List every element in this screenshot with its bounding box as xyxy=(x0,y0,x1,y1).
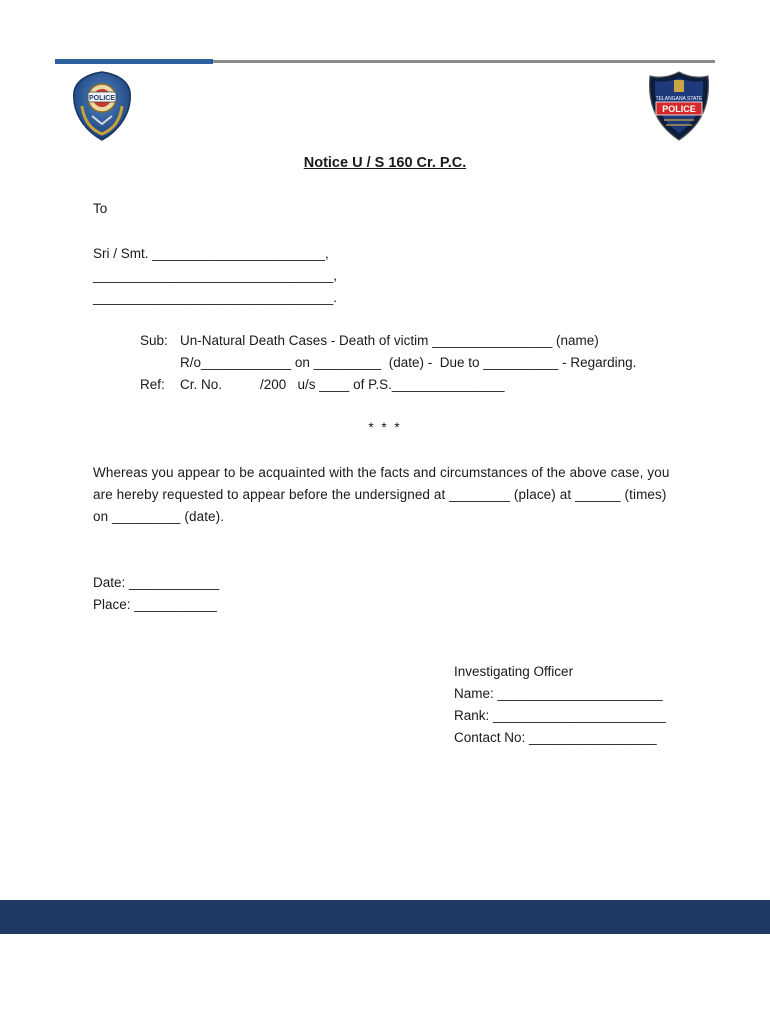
page-title: Notice U / S 160 Cr. P.C. xyxy=(303,155,467,171)
place-field: Place: ___________ xyxy=(93,597,217,612)
svg-text:TELANGANA STATE: TELANGANA STATE xyxy=(655,96,703,102)
to-label: To xyxy=(93,201,108,216)
addressee-line-1: Sri / Smt. _______________________, xyxy=(93,246,329,261)
body-line-2: are hereby requested to appear before the undersigned at ________ (place) at ______ (times) xyxy=(93,487,667,502)
officer-title: Investigating Officer xyxy=(454,664,574,679)
telangana-police-badge-icon xyxy=(646,70,712,142)
header-accent-bar xyxy=(55,59,213,64)
officer-rank-field: Rank: _______________________ xyxy=(454,708,666,723)
ref-cr-no: Cr. No. xyxy=(180,377,223,392)
footer-band xyxy=(0,900,770,934)
ref-details: /200 u/s ____ of P.S._______________ xyxy=(260,377,505,392)
svg-text:POLICE: POLICE xyxy=(88,95,116,102)
body-line-1: Whereas you appear to be acquainted with the facts and circumstances of the above case, you xyxy=(93,465,670,480)
officer-name-field: Name: ______________________ xyxy=(454,686,663,701)
addressee-line-3: ________________________________. xyxy=(93,290,338,305)
ref-label: Ref: xyxy=(140,377,165,392)
sub-label: Sub: xyxy=(140,333,168,348)
right-logo xyxy=(646,70,712,142)
left-logo xyxy=(70,70,134,142)
addressee-line-2: ________________________________, xyxy=(93,268,338,283)
officer-contact-field: Contact No: _________________ xyxy=(454,730,657,745)
svg-text:POLICE: POLICE xyxy=(662,104,696,114)
police-crest-icon xyxy=(70,70,134,142)
section-separator: * * * xyxy=(368,420,402,435)
sub-line-1: Un-Natural Death Cases - Death of victim ________________ (name) xyxy=(180,333,599,348)
body-line-3: on _________ (date). xyxy=(93,509,225,524)
date-field: Date: ____________ xyxy=(93,575,220,590)
sub-line-2: R/o____________ on _________ (date) - Due to __________ - Regarding. xyxy=(180,355,637,370)
